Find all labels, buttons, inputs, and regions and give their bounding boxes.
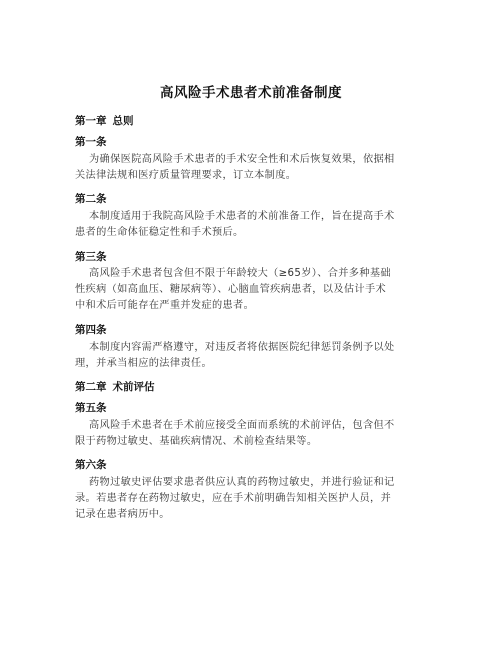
article-paragraph bbox=[75, 340, 431, 372]
paragraph-line: 为确保医院高风险手术患者的手术安全性和术后恢复效果，依据相 bbox=[89, 154, 395, 165]
paragraph-line: 中和术后可能存在严重并发症的患者。 bbox=[75, 300, 255, 311]
article-3-body bbox=[75, 266, 431, 314]
article-6 bbox=[75, 457, 431, 472]
chapter-name: 总则 bbox=[112, 115, 134, 127]
chapter-name: 术前评估 bbox=[112, 381, 155, 393]
article-4-body bbox=[75, 340, 431, 372]
article-3 bbox=[75, 249, 431, 264]
article-5 bbox=[75, 400, 431, 415]
article-2 bbox=[75, 191, 431, 206]
article-heading: 第四条 bbox=[75, 324, 107, 336]
article-1-body bbox=[75, 152, 431, 184]
article-heading: 第一条 bbox=[75, 136, 107, 148]
chapter-heading-2 bbox=[75, 379, 431, 394]
article-5-body bbox=[75, 418, 431, 450]
article-paragraph bbox=[75, 209, 431, 241]
article-4 bbox=[75, 322, 431, 337]
paragraph-line: 高风险手术患者包含但不限于年龄较大（≥65岁）、合并多种基础 bbox=[89, 268, 391, 279]
article-heading: 第六条 bbox=[75, 459, 107, 471]
paragraph-line: 高风险手术患者在手术前应接受全面而系统的术前评估，包含但不 bbox=[89, 420, 395, 431]
article-6-body bbox=[75, 475, 431, 523]
chapter-heading-1 bbox=[75, 113, 431, 128]
paragraph-line: 本制度内容需严格遵守，对违反者将依据医院纪律惩罚条例予以处 bbox=[89, 342, 395, 353]
document-title: 高风险手术患者术前准备制度 bbox=[160, 85, 342, 101]
paragraph-line: 录。若患者存在药物过敏史，应在手术前明确告知相关医护人员，并 bbox=[75, 493, 392, 504]
article-heading: 第五条 bbox=[75, 402, 107, 414]
article-paragraph bbox=[75, 418, 431, 450]
article-heading: 第二条 bbox=[75, 193, 107, 205]
paragraph-line: 限于药物过敏史、基础疾病情况、术前检查结果等。 bbox=[75, 436, 318, 447]
article-paragraph bbox=[75, 152, 431, 184]
paragraph-line: 性疾病（如高血压、糖尿病等）、心脑血管疾病患者，以及估计手术 bbox=[75, 284, 387, 295]
paragraph-line: 理，并承当相应的法律责任。 bbox=[75, 358, 212, 369]
paragraph-line: 本制度适用于我院高风险手术患者的术前准备工作，旨在提高手术 bbox=[89, 211, 395, 222]
paragraph-line: 记录在患者病历中。 bbox=[75, 509, 170, 520]
paragraph-line: 关法律法规和医疗质量管理要求，订立本制度。 bbox=[75, 170, 297, 181]
chapter-number: 第一章 bbox=[75, 115, 107, 127]
article-2-body bbox=[75, 209, 431, 241]
article-paragraph bbox=[75, 266, 431, 314]
chapter-number: 第二章 bbox=[75, 381, 107, 393]
article-heading: 第三条 bbox=[75, 251, 107, 263]
article-paragraph bbox=[75, 475, 431, 523]
article-1 bbox=[75, 134, 431, 149]
paragraph-line: 药物过敏史评估要求患者供应认真的药物过敏史，并进行验证和记 bbox=[89, 477, 395, 488]
paragraph-line: 患者的生命体征稳定性和手术预后。 bbox=[75, 227, 244, 238]
